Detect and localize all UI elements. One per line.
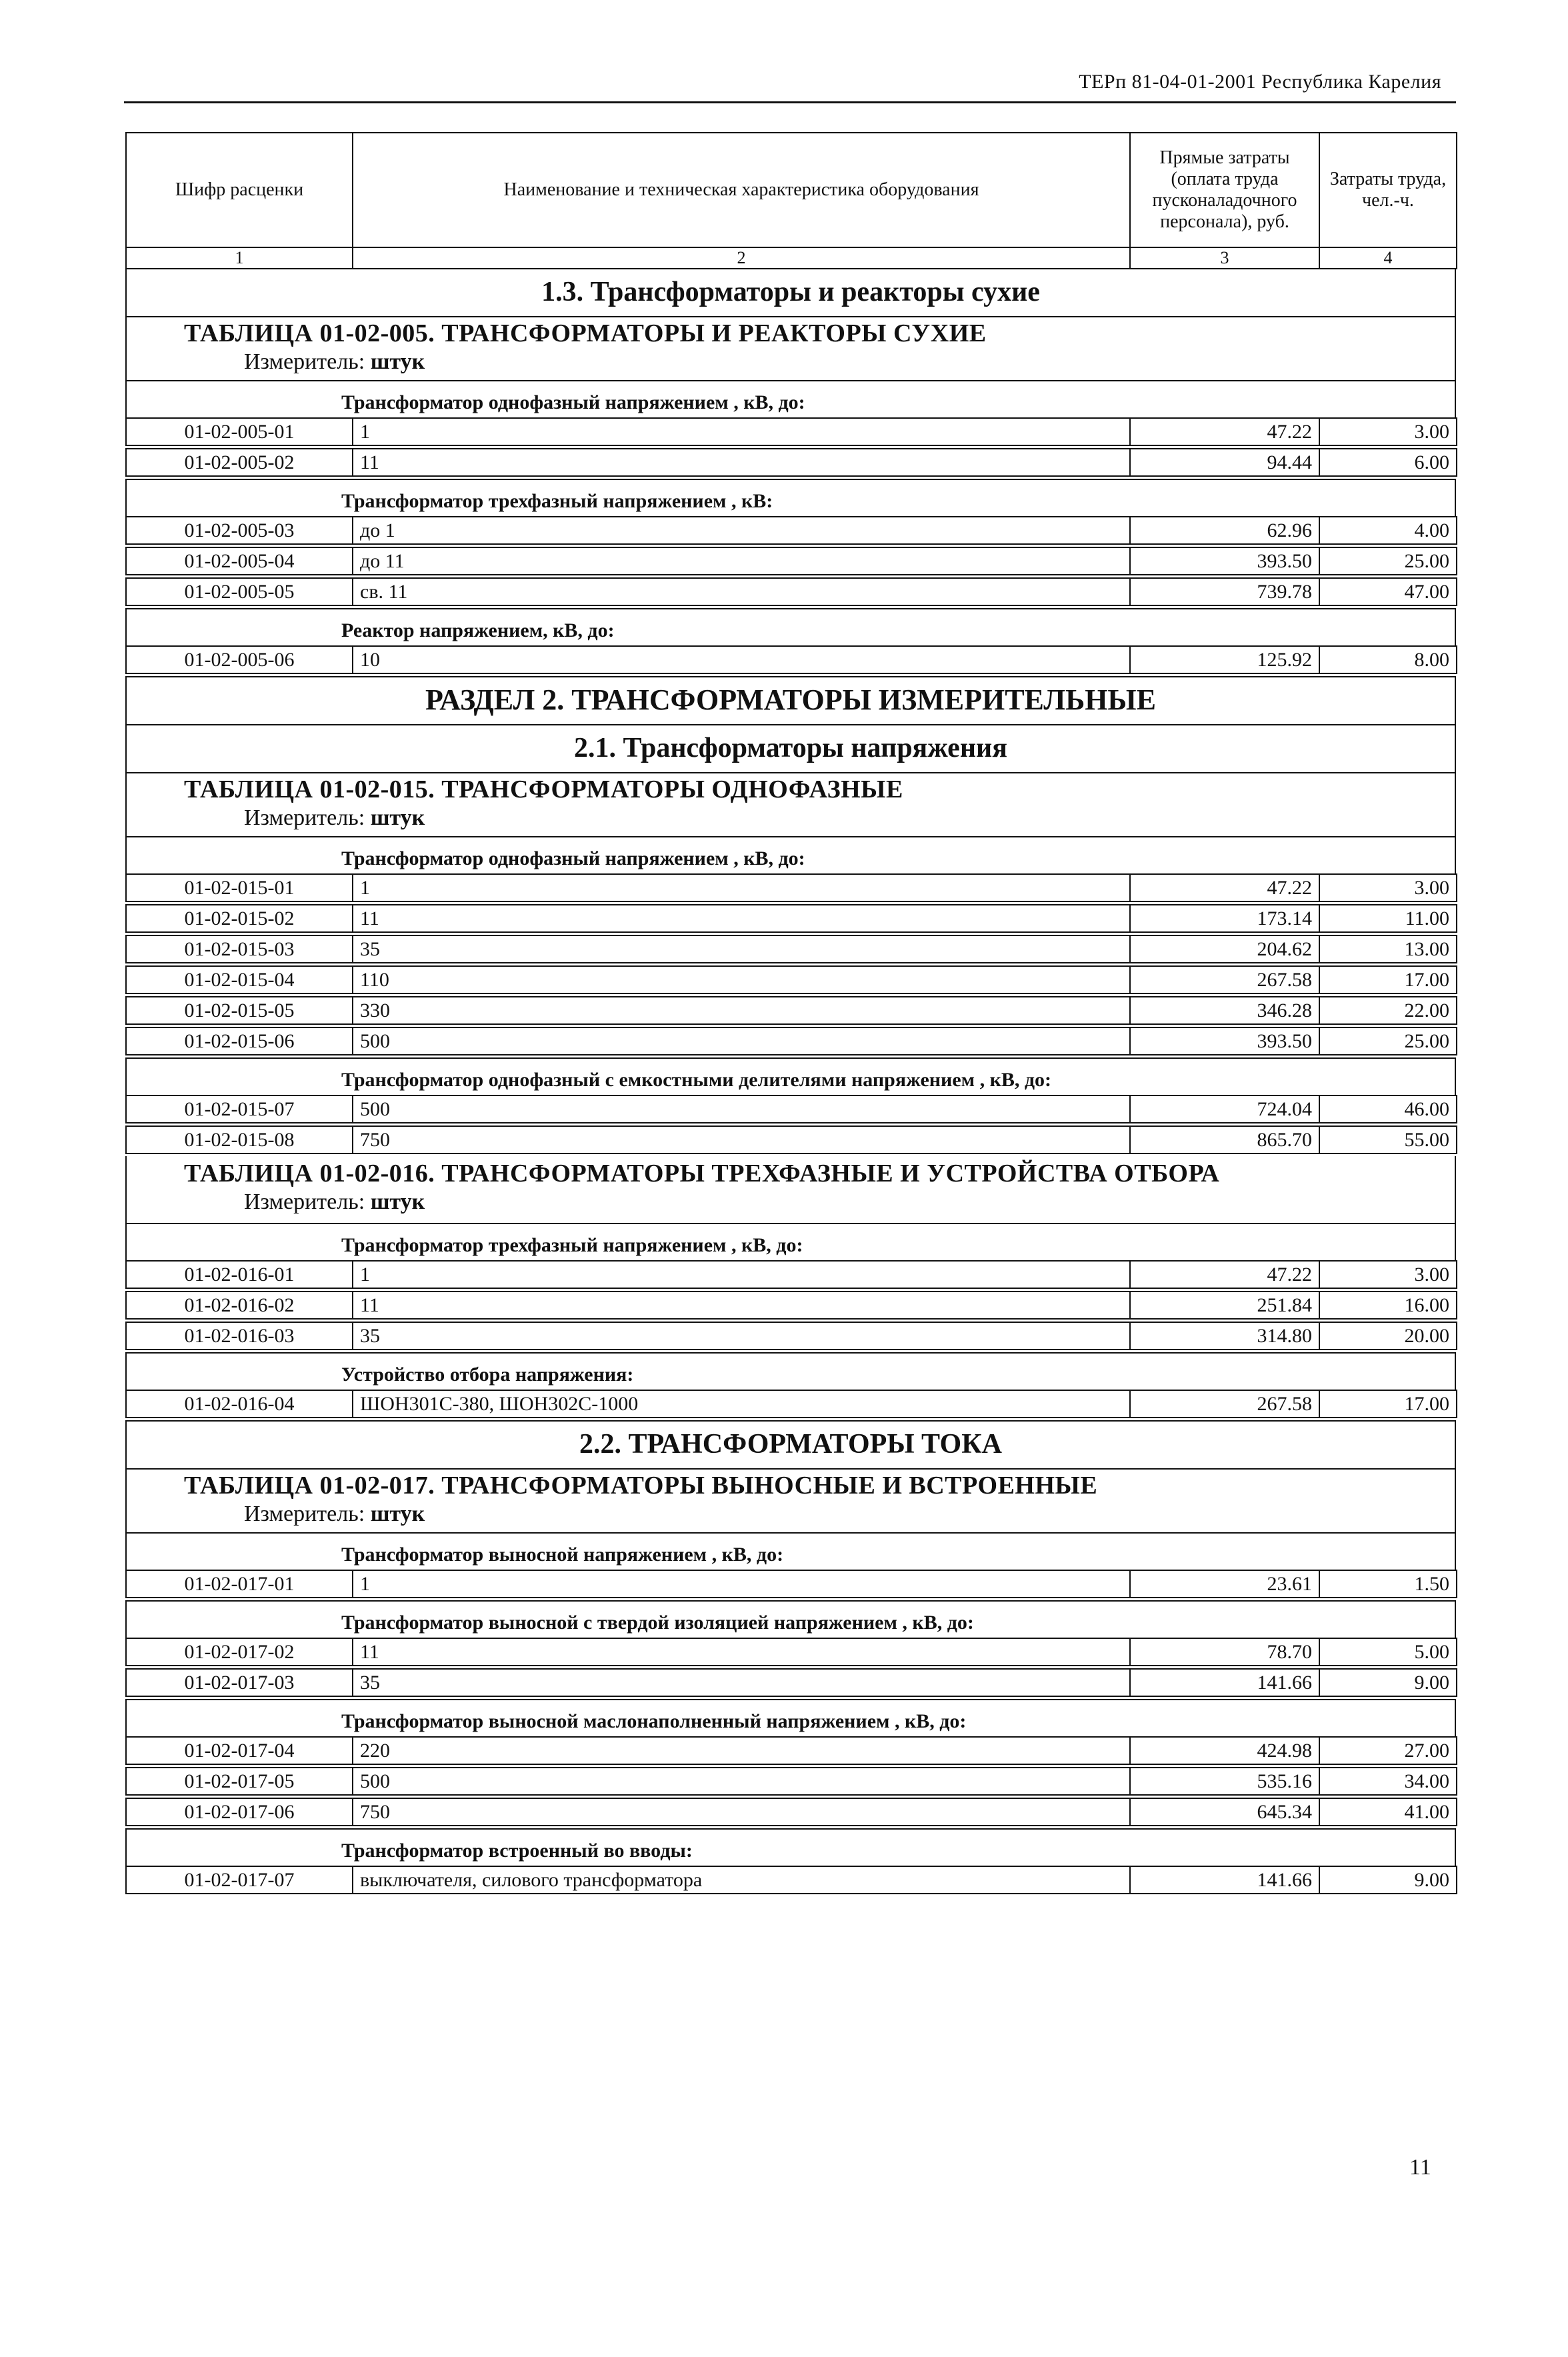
price-row — [125, 873, 1457, 902]
group-subheading: Трансформатор трехфазный напряжением , кВ, до: — [341, 1234, 803, 1256]
direct-cost: 141.66 — [1130, 1866, 1319, 1894]
banner-top-rule — [125, 724, 1456, 725]
direct-cost: 314.80 — [1130, 1322, 1319, 1350]
direct-cost: 346.28 — [1130, 997, 1319, 1024]
equipment-spec: 750 — [353, 1798, 1130, 1826]
price-row — [125, 996, 1457, 1025]
subheading-top-rule — [125, 836, 1456, 837]
equipment-spec: 1 — [353, 874, 1130, 901]
rate-code: 01-02-016-04 — [126, 1390, 353, 1418]
subheading-top-rule — [125, 1223, 1456, 1224]
rate-code: 01-02-005-03 — [126, 517, 353, 544]
section-banner: РАЗДЕЛ 2. ТРАНСФОРМАТОРЫ ИЗМЕРИТЕЛЬНЫЕ — [425, 683, 1156, 716]
measure-unit-label: Измеритель: — [244, 805, 365, 830]
column-header-price-line: (оплата труда — [1171, 169, 1279, 189]
frame-left-border — [125, 1057, 127, 1095]
table-title-top-rule — [125, 772, 1456, 773]
labor-cost: 25.00 — [1319, 1027, 1457, 1055]
frame-left-border — [125, 1828, 127, 1866]
frame-right-border — [1455, 1828, 1456, 1866]
column-header-labor-line: чел.-ч. — [1362, 190, 1414, 211]
rate-code: 01-02-005-04 — [126, 547, 353, 575]
group-subheading: Трансформатор выносной напряжением , кВ, до: — [341, 1544, 784, 1566]
frame-right-border — [1455, 1699, 1456, 1736]
equipment-spec: до 1 — [353, 517, 1130, 544]
frame-right-border — [1455, 1352, 1456, 1390]
labor-cost: 1.50 — [1319, 1570, 1457, 1598]
measure-unit-label: Измеритель: — [244, 1502, 365, 1526]
column-header-labor-line: Затраты труда, — [1329, 169, 1447, 189]
price-row — [125, 448, 1457, 477]
price-row — [125, 1390, 1457, 1418]
subheading-top-rule — [125, 1828, 1456, 1830]
rate-code: 01-02-016-01 — [126, 1261, 353, 1288]
equipment-spec: 35 — [353, 935, 1130, 963]
frame-right-border — [1455, 608, 1456, 645]
price-row — [125, 1260, 1457, 1289]
measure-unit-label: Измеритель: — [244, 349, 365, 374]
labor-cost: 3.00 — [1319, 418, 1457, 445]
frame-left-border — [125, 1468, 127, 1532]
group-subheading: Трансформатор выносной с твердой изоляцией напряжением , кВ, до: — [341, 1612, 974, 1634]
table-title: ТАБЛИЦА 01-02-016. ТРАНСФОРМАТОРЫ ТРЕХФАЗНЫЕ И УСТРОЙСТВА ОТБОРА — [184, 1159, 1220, 1188]
labor-cost: 8.00 — [1319, 646, 1457, 673]
labor-cost: 22.00 — [1319, 997, 1457, 1024]
column-number: 4 — [1319, 247, 1457, 269]
labor-cost: 6.00 — [1319, 449, 1457, 476]
price-row — [125, 1866, 1457, 1894]
price-row — [125, 577, 1457, 606]
group-subheading: Трансформатор трехфазный напряжением , кВ: — [341, 490, 773, 512]
price-row — [125, 645, 1457, 674]
column-header-price-line: Прямые затраты — [1159, 147, 1290, 168]
price-row — [125, 1291, 1457, 1320]
labor-cost: 17.00 — [1319, 966, 1457, 993]
direct-cost: 23.61 — [1130, 1570, 1319, 1598]
subheading-top-rule — [125, 1600, 1456, 1602]
rate-code: 01-02-015-01 — [126, 874, 353, 901]
frame-right-border — [1455, 1057, 1456, 1095]
equipment-spec: 35 — [353, 1669, 1130, 1696]
subheading-top-rule — [125, 1057, 1456, 1059]
column-number: 1 — [126, 247, 353, 269]
direct-cost: 47.22 — [1130, 1261, 1319, 1288]
group-subheading: Реактор напряжением, кВ, до: — [341, 619, 615, 641]
labor-cost: 11.00 — [1319, 905, 1457, 932]
frame-right-border — [1455, 1600, 1456, 1638]
rate-code: 01-02-005-02 — [126, 449, 353, 476]
table-title: ТАБЛИЦА 01-02-017. ТРАНСФОРМАТОРЫ ВЫНОСНЫЕ И ВСТРОЕННЫЕ — [184, 1472, 1098, 1500]
direct-cost: 267.58 — [1130, 1390, 1319, 1418]
frame-right-border — [1455, 380, 1456, 417]
direct-cost: 94.44 — [1130, 449, 1319, 476]
direct-cost: 78.70 — [1130, 1638, 1319, 1666]
frame-left-border — [125, 608, 127, 645]
equipment-spec: 750 — [353, 1126, 1130, 1153]
rate-code: 01-02-016-02 — [126, 1292, 353, 1319]
labor-cost: 13.00 — [1319, 935, 1457, 963]
measure-unit-value: штук — [370, 349, 425, 374]
group-subheading: Трансформатор однофазный с емкостными делителями напряжением , кВ, до: — [341, 1069, 1052, 1091]
direct-cost: 393.50 — [1130, 547, 1319, 575]
group-subheading: Трансформатор однофазный напряжением , кВ, до: — [341, 847, 805, 869]
equipment-spec: 35 — [353, 1322, 1130, 1350]
labor-cost: 20.00 — [1319, 1322, 1457, 1350]
subheading-top-rule — [125, 380, 1456, 381]
equipment-spec: 1 — [353, 418, 1130, 445]
measure-unit-label: Измеритель: — [244, 1190, 365, 1214]
equipment-spec: 500 — [353, 1095, 1130, 1123]
frame-left-border — [125, 1699, 127, 1736]
frame-left-border — [125, 836, 127, 873]
frame-right-border — [1455, 836, 1456, 873]
rate-code: 01-02-016-03 — [126, 1322, 353, 1350]
labor-cost: 9.00 — [1319, 1866, 1457, 1894]
rate-code: 01-02-015-02 — [126, 905, 353, 932]
price-row — [125, 1798, 1457, 1826]
section-banner: 2.2. ТРАНСФОРМАТОРЫ ТОКА — [579, 1429, 1002, 1460]
price-row — [125, 1570, 1457, 1598]
direct-cost: 62.96 — [1130, 517, 1319, 544]
group-subheading: Трансформатор однофазный напряжением , кВ, до: — [341, 391, 805, 413]
equipment-spec: 11 — [353, 1638, 1130, 1666]
column-header-price-line: персонала), руб. — [1160, 211, 1289, 232]
section-banner: 1.3. Трансформаторы и реакторы сухие — [541, 277, 1040, 307]
measure-unit-value: штук — [370, 805, 425, 830]
rate-code: 01-02-017-04 — [126, 1737, 353, 1764]
labor-cost: 27.00 — [1319, 1737, 1457, 1764]
price-row — [125, 1668, 1457, 1697]
equipment-spec: св. 11 — [353, 578, 1130, 605]
labor-cost: 3.00 — [1319, 874, 1457, 901]
subheading-top-rule — [125, 1532, 1456, 1534]
frame-right-border — [1455, 479, 1456, 516]
labor-cost: 34.00 — [1319, 1768, 1457, 1795]
table-title: ТАБЛИЦА 01-02-015. ТРАНСФОРМАТОРЫ ОДНОФАЗНЫЕ — [184, 775, 903, 803]
equipment-spec: 1 — [353, 1261, 1130, 1288]
price-row — [125, 516, 1457, 545]
price-row — [125, 547, 1457, 575]
frame-left-border — [125, 1223, 127, 1260]
rate-code: 01-02-017-02 — [126, 1638, 353, 1666]
rate-code: 01-02-017-05 — [126, 1768, 353, 1795]
equipment-spec: 11 — [353, 449, 1130, 476]
equipment-spec: 500 — [353, 1027, 1130, 1055]
equipment-spec: 220 — [353, 1737, 1130, 1764]
price-row — [125, 965, 1457, 994]
price-row — [125, 1027, 1457, 1055]
price-row — [125, 904, 1457, 933]
rate-code: 01-02-015-06 — [126, 1027, 353, 1055]
equipment-spec: 110 — [353, 966, 1130, 993]
measure-unit — [244, 805, 425, 831]
rate-code: 01-02-017-03 — [126, 1669, 353, 1696]
frame-left-border — [125, 1532, 127, 1570]
equipment-spec: 330 — [353, 997, 1130, 1024]
price-row — [125, 935, 1457, 963]
rate-code: 01-02-015-03 — [126, 935, 353, 963]
rate-code: 01-02-005-06 — [126, 646, 353, 673]
labor-cost: 47.00 — [1319, 578, 1457, 605]
direct-cost: 141.66 — [1130, 1669, 1319, 1696]
equipment-spec: 1 — [353, 1570, 1130, 1598]
frame-right-border — [1455, 1468, 1456, 1532]
price-row — [125, 1095, 1457, 1123]
table-title-top-rule — [125, 316, 1456, 317]
banner-top-rule — [125, 1420, 1456, 1422]
direct-cost: 724.04 — [1130, 1095, 1319, 1123]
direct-cost: 47.22 — [1130, 874, 1319, 901]
frame-left-border — [125, 1352, 127, 1390]
direct-cost: 865.70 — [1130, 1126, 1319, 1153]
equipment-spec: ШОН301С-380, ШОН302С-1000 — [353, 1390, 1130, 1418]
labor-cost: 41.00 — [1319, 1798, 1457, 1826]
equipment-spec: выключателя, силового трансформатора — [353, 1866, 1130, 1894]
labor-cost: 5.00 — [1319, 1638, 1457, 1666]
rate-code: 01-02-015-07 — [126, 1095, 353, 1123]
subheading-top-rule — [125, 1699, 1456, 1700]
rate-code: 01-02-005-01 — [126, 418, 353, 445]
price-row — [125, 417, 1457, 446]
banner-top-rule — [125, 268, 1456, 269]
group-subheading: Трансформатор выносной маслонаполненный напряжением , кВ, до: — [341, 1710, 967, 1732]
direct-cost: 535.16 — [1130, 1768, 1319, 1795]
labor-cost: 9.00 — [1319, 1669, 1457, 1696]
direct-cost: 204.62 — [1130, 935, 1319, 963]
measure-unit — [244, 1502, 425, 1527]
direct-cost: 173.14 — [1130, 905, 1319, 932]
page-number: 11 — [1409, 2155, 1431, 2180]
table-title-top-rule — [125, 1468, 1456, 1470]
price-row — [125, 1322, 1457, 1350]
equipment-spec: 11 — [353, 1292, 1130, 1319]
group-subheading: Устройство отбора напряжения: — [341, 1364, 634, 1386]
labor-cost: 16.00 — [1319, 1292, 1457, 1319]
column-header-code: Шифр расценки — [126, 133, 353, 247]
frame-right-border — [1455, 1156, 1456, 1223]
subheading-top-rule — [125, 608, 1456, 609]
direct-cost: 125.92 — [1130, 646, 1319, 673]
labor-cost: 46.00 — [1319, 1095, 1457, 1123]
equipment-spec: 10 — [353, 646, 1130, 673]
measure-unit — [244, 349, 425, 375]
frame-left-border — [125, 1156, 127, 1223]
rate-code: 01-02-015-08 — [126, 1126, 353, 1153]
column-number: 3 — [1130, 247, 1319, 269]
document-header-title: ТЕРп 81-04-01-2001 Республика Карелия — [1079, 71, 1441, 93]
column-number: 2 — [353, 247, 1130, 269]
equipment-spec: 11 — [353, 905, 1130, 932]
equipment-spec: до 11 — [353, 547, 1130, 575]
frame-left-border — [125, 479, 127, 516]
labor-cost: 17.00 — [1319, 1390, 1457, 1418]
labor-cost: 25.00 — [1319, 547, 1457, 575]
price-row — [125, 1125, 1457, 1154]
price-row — [125, 1767, 1457, 1796]
column-header-price-line: пусконаладочного — [1152, 190, 1297, 211]
measure-unit-value: штук — [370, 1502, 425, 1526]
frame-left-border — [125, 772, 127, 836]
rate-code: 01-02-005-05 — [126, 578, 353, 605]
frame-left-border — [125, 380, 127, 417]
labor-cost: 55.00 — [1319, 1126, 1457, 1153]
direct-cost: 645.34 — [1130, 1798, 1319, 1826]
table-title: ТАБЛИЦА 01-02-005. ТРАНСФОРМАТОРЫ И РЕАКТОРЫ СУХИЕ — [184, 319, 987, 347]
group-subheading: Трансформатор встроенный во вводы: — [341, 1840, 693, 1862]
frame-left-border — [125, 1600, 127, 1638]
price-row — [125, 1736, 1457, 1765]
column-header-name: Наименование и техническая характеристика оборудования — [353, 133, 1130, 247]
subheading-top-rule — [125, 1352, 1456, 1354]
equipment-spec: 500 — [353, 1768, 1130, 1795]
frame-right-border — [1455, 316, 1456, 380]
direct-cost: 267.58 — [1130, 966, 1319, 993]
direct-cost: 393.50 — [1130, 1027, 1319, 1055]
section-banner: 2.1. Трансформаторы напряжения — [574, 733, 1007, 763]
price-row — [125, 1638, 1457, 1666]
direct-cost: 739.78 — [1130, 578, 1319, 605]
labor-cost: 3.00 — [1319, 1261, 1457, 1288]
measure-unit — [244, 1190, 425, 1215]
rate-code: 01-02-017-01 — [126, 1570, 353, 1598]
frame-right-border — [1455, 1532, 1456, 1570]
rate-code: 01-02-015-04 — [126, 966, 353, 993]
rate-code: 01-02-017-06 — [126, 1798, 353, 1826]
measure-unit-value: штук — [370, 1190, 425, 1214]
labor-cost: 4.00 — [1319, 517, 1457, 544]
frame-right-border — [1455, 1223, 1456, 1260]
frame-left-border — [125, 316, 127, 380]
subheading-top-rule — [125, 479, 1456, 480]
direct-cost: 251.84 — [1130, 1292, 1319, 1319]
banner-top-rule — [125, 676, 1456, 677]
rate-code: 01-02-015-05 — [126, 997, 353, 1024]
direct-cost: 47.22 — [1130, 418, 1319, 445]
frame-right-border — [1455, 772, 1456, 836]
rate-code: 01-02-017-07 — [126, 1866, 353, 1894]
direct-cost: 424.98 — [1130, 1737, 1319, 1764]
